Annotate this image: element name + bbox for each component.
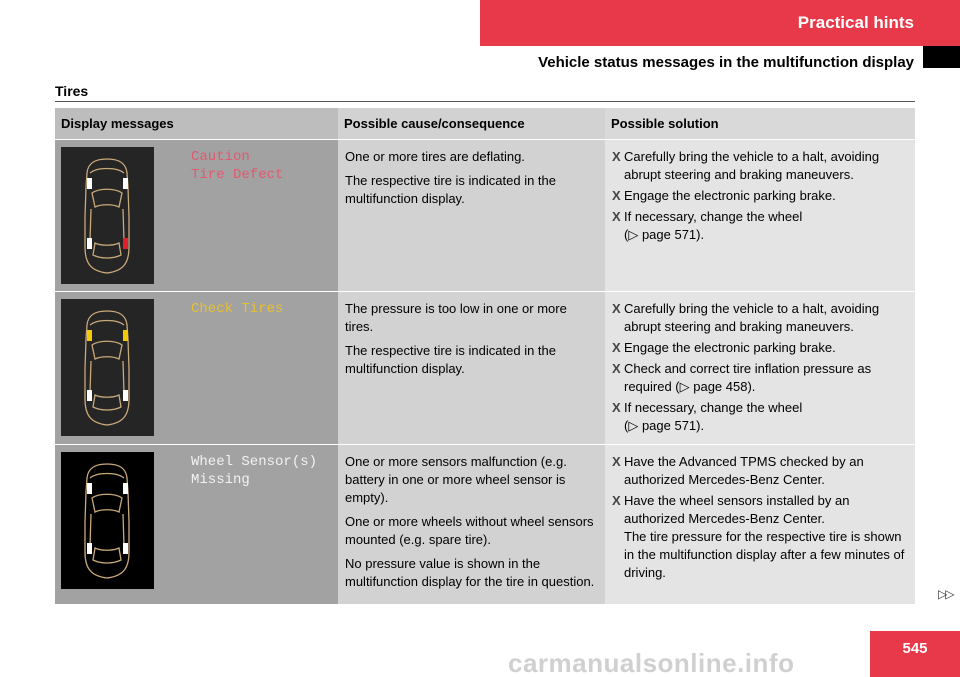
solution-text: Carefully bring the vehicle to a halt, avoiding abrupt steering and braking maneuvers. bbox=[624, 148, 880, 182]
header-bar bbox=[480, 0, 960, 46]
solution-cell bbox=[605, 139, 915, 291]
solution-text: Engage the electronic parking brake. bbox=[624, 187, 836, 203]
tire-marker-front-right bbox=[123, 178, 128, 189]
cause-text: The pressure is too low in one or more tires. bbox=[345, 300, 567, 334]
solution-item bbox=[612, 360, 909, 396]
solution-text: If necessary, change the wheel (▷ page 571). bbox=[624, 208, 803, 242]
tire-marker-front-left bbox=[87, 330, 92, 341]
page-number-tab bbox=[870, 631, 960, 677]
solution-item bbox=[612, 148, 909, 184]
tire-marker-rear-left bbox=[87, 238, 92, 249]
solution-item bbox=[612, 399, 909, 435]
bullet-x-icon: X bbox=[612, 453, 621, 469]
solution-item bbox=[612, 339, 909, 357]
cause-text: One or more tires are deflating. bbox=[345, 148, 525, 164]
tire-marker-rear-left bbox=[87, 390, 92, 401]
bullet-x-icon: X bbox=[612, 339, 621, 355]
column-header-cause: Possible cause/consequence bbox=[338, 108, 605, 139]
cause-text: No pressure value is shown in the multifunction display for the tire in question. bbox=[345, 555, 595, 589]
display-panel bbox=[61, 299, 154, 436]
continue-arrow-icon: ▷▷ bbox=[938, 587, 953, 601]
cause-cell bbox=[338, 444, 605, 604]
display-cell bbox=[55, 444, 338, 604]
solution-text: Engage the electronic parking brake. bbox=[624, 339, 836, 355]
chapter-title: Practical hints bbox=[797, 13, 914, 32]
page-subtitle: Vehicle status messages in the multifunction display bbox=[538, 54, 914, 71]
solution-item bbox=[612, 492, 909, 582]
cause-cell bbox=[338, 139, 605, 291]
header-tab-marker bbox=[923, 46, 960, 68]
display-cell bbox=[55, 291, 338, 444]
car-top-view-icon bbox=[61, 147, 154, 284]
cause-text: The respective tire is indicated in the multifunction display. bbox=[345, 172, 556, 206]
tire-marker-front-left bbox=[87, 178, 92, 189]
solution-text: Check and correct tire inflation pressure as required (▷ page 458). bbox=[624, 360, 872, 394]
solution-list bbox=[612, 300, 909, 435]
table-row bbox=[55, 444, 915, 604]
table-row bbox=[55, 291, 915, 444]
tire-marker-rear-right bbox=[123, 390, 128, 401]
watermark: carmanualsonline.info bbox=[508, 648, 795, 677]
bullet-x-icon: X bbox=[612, 492, 621, 508]
messages-table bbox=[55, 108, 915, 604]
section-divider bbox=[55, 101, 915, 102]
solution-text: Have the Advanced TPMS checked by an authorized Mercedes-Benz Center. bbox=[624, 453, 864, 487]
table-row bbox=[55, 139, 915, 291]
section-title: Tires bbox=[55, 83, 89, 99]
bullet-x-icon: X bbox=[612, 300, 621, 316]
bullet-x-icon: X bbox=[612, 148, 621, 164]
solution-item bbox=[612, 187, 909, 205]
bullet-x-icon: X bbox=[612, 208, 621, 224]
tire-marker-rear-right bbox=[123, 238, 128, 249]
solution-cell bbox=[605, 444, 915, 604]
column-header-solution: Possible solution bbox=[605, 108, 915, 139]
tire-marker-rear-right bbox=[123, 543, 128, 554]
tire-marker-rear-left bbox=[87, 543, 92, 554]
tire-marker-front-right bbox=[123, 483, 128, 494]
cause-text: One or more wheels without wheel sensors mounted (e.g. spare tire). bbox=[345, 513, 594, 547]
bullet-x-icon: X bbox=[612, 187, 621, 203]
solution-item bbox=[612, 300, 909, 336]
bullet-x-icon: X bbox=[612, 360, 621, 376]
solution-text: If necessary, change the wheel (▷ page 571). bbox=[624, 399, 803, 433]
tire-marker-front-left bbox=[87, 483, 92, 494]
page-number: 545 bbox=[902, 640, 928, 657]
solution-list bbox=[612, 148, 909, 244]
solution-item bbox=[612, 453, 909, 489]
solution-text: Have the wheel sensors installed by an authorized Mercedes-Benz Center. The tire pressure for the respective tire is shown in the multifunction display after a few minutes of driving. bbox=[624, 492, 905, 580]
bullet-x-icon: X bbox=[612, 399, 621, 415]
display-panel bbox=[61, 452, 154, 589]
display-message: Caution Tire Defect bbox=[191, 148, 284, 183]
solution-item bbox=[612, 208, 909, 244]
cause-cell bbox=[338, 291, 605, 444]
display-message: Check Tires bbox=[191, 300, 284, 317]
car-top-view-icon bbox=[61, 299, 154, 436]
solution-text: Carefully bring the vehicle to a halt, avoiding abrupt steering and braking maneuvers. bbox=[624, 300, 880, 334]
display-panel bbox=[61, 147, 154, 284]
solution-list bbox=[612, 453, 909, 582]
tire-marker-front-right bbox=[123, 330, 128, 341]
car-top-view-icon bbox=[61, 452, 154, 589]
table-header-row bbox=[55, 108, 915, 139]
display-cell bbox=[55, 139, 338, 291]
cause-text: One or more sensors malfunction (e.g. battery in one or more wheel sensor is empty). bbox=[345, 453, 567, 505]
column-header-display-messages: Display messages bbox=[55, 108, 338, 139]
solution-cell bbox=[605, 291, 915, 444]
cause-text: The respective tire is indicated in the multifunction display. bbox=[345, 342, 556, 376]
display-message: Wheel Sensor(s) Missing bbox=[191, 453, 318, 488]
